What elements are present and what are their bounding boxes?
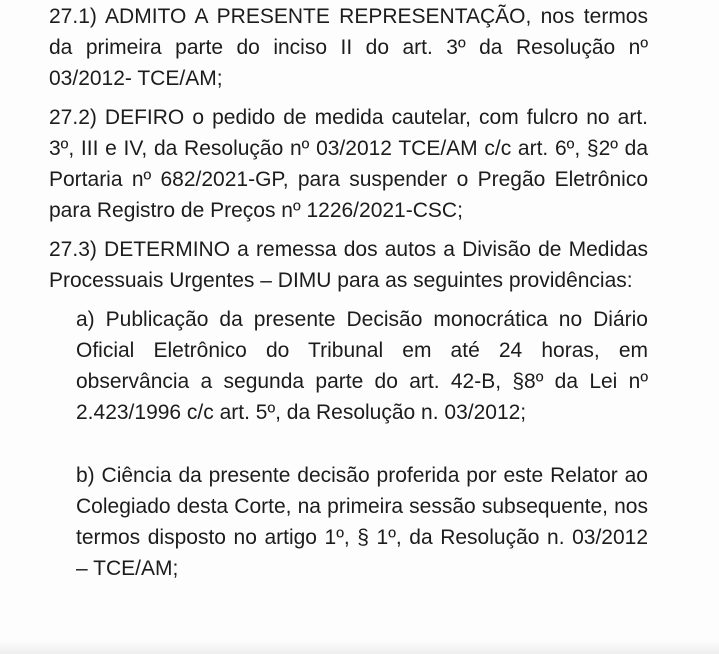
list-item-a: a) Publicação da presente Decisão monocrática no Diário Oficial Eletrônico do Tribunal em até 24 horas, em observância a segunda parte do art. 42-B, §8º da Lei nº 2.423/1996 c/c art. 5º, da Resolução n. 03/2012;: [76, 308, 648, 424]
paragraph-27-3: 27.3) DETERMINO a remessa dos autos a Divisão de Medidas Processuais Urgentes – DIMU para as seguintes providências:: [49, 238, 648, 292]
page-bottom-shadow: [0, 640, 719, 654]
list-item-b: b) Ciência da presente decisão proferida por este Relator ao Colegiado desta Corte, na primeira sessão subsequente, nos termos disposto no artigo 1º, § 1º, da Resolução n. 03/2012 – TCE/AM;: [76, 464, 648, 580]
paragraph-27-1: 27.1) ADMITO A PRESENTE REPRESENTAÇÃO, nos termos da primeira parte do inciso II do art. 3º da Resolução nº 03/2012- TCE/AM;: [49, 5, 648, 90]
paragraph-27-2: 27.2) DEFIRO o pedido de medida cautelar, com fulcro no art. 3º, III e IV, da Resolução nº 03/2012 TCE/AM c/c art. 6º, §2º da Portaria nº 682/2021-GP, para suspender o Pregão Eletrônico para Registro de Preços nº 1226/2021-CSC;: [49, 106, 648, 222]
